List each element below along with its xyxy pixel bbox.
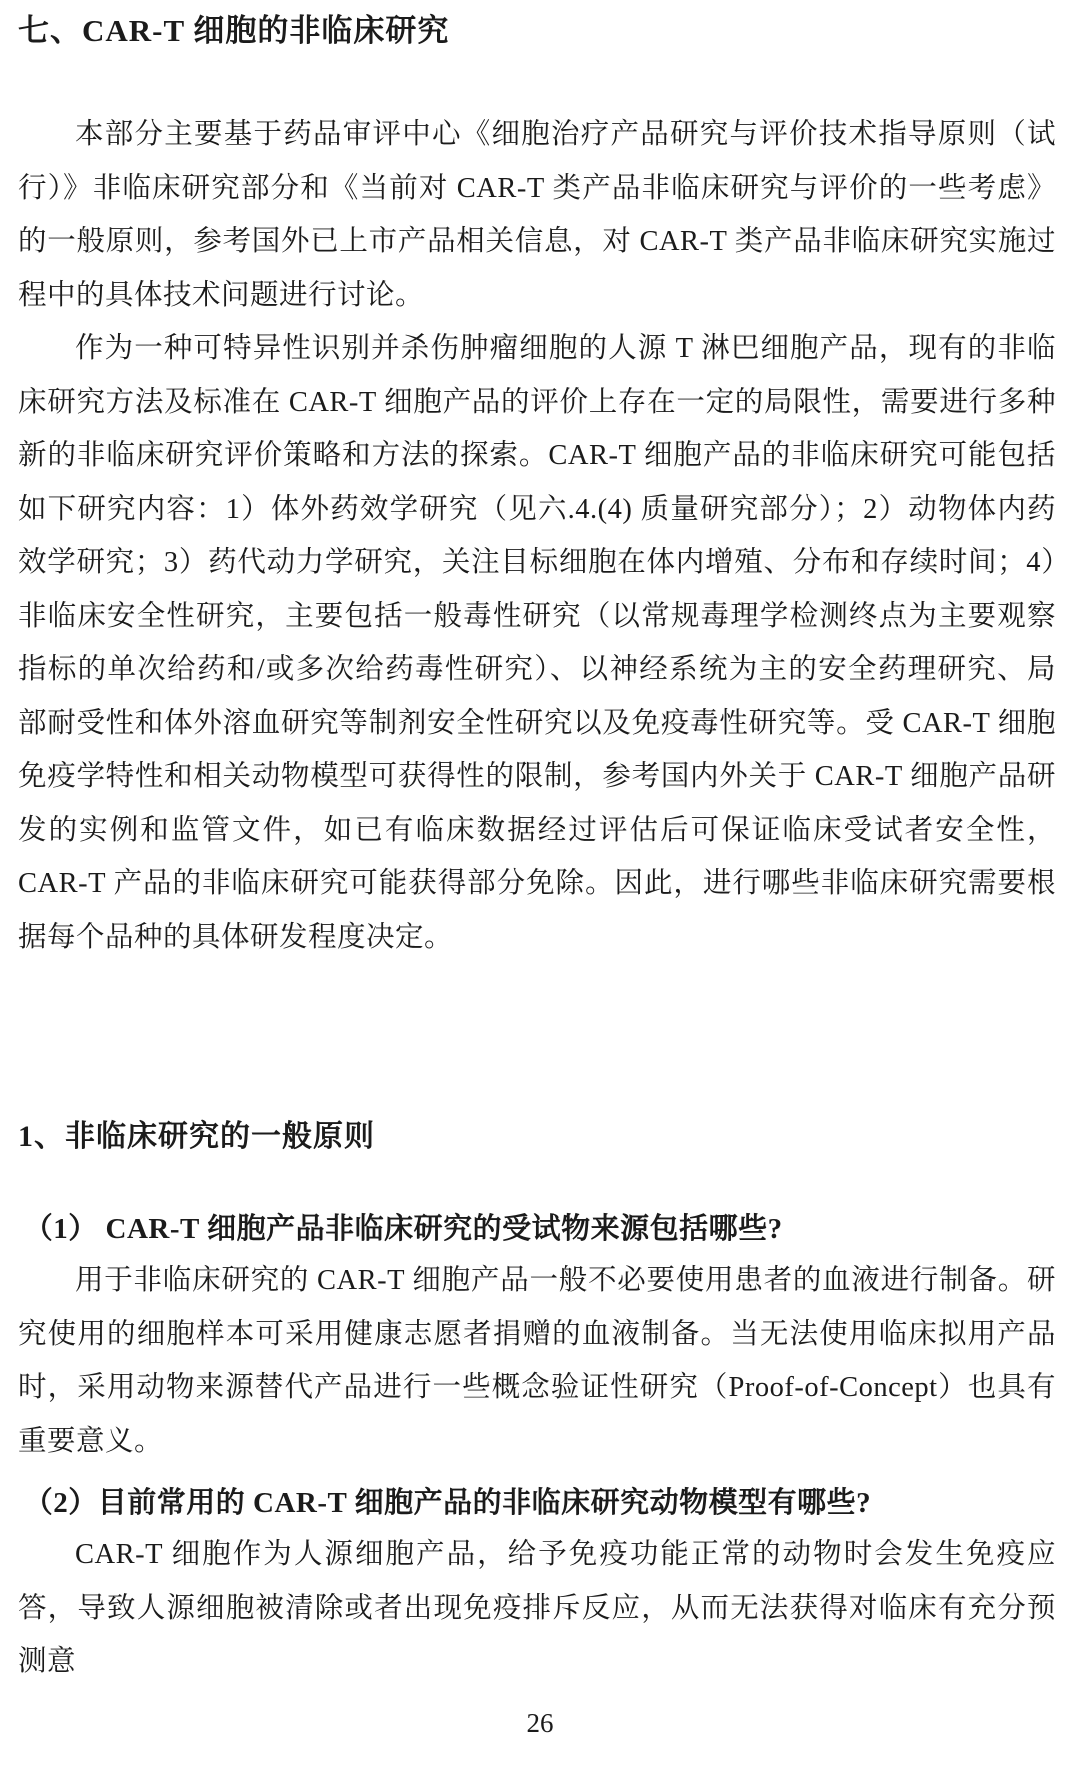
intro-paragraph-2: 作为一种可特异性识别并杀伤肿瘤细胞的人源 T 淋巴细胞产品，现有的非临床研究方法及标准在 CAR-T 细胞产品的评价上存在一定的局限性，需要进行多种新的非临床研究评价策略和方法的探索。CAR-T 细胞产品的非临床研究可能包括如下研究内容：1）体外药效学研究（见六.4.(4) 质量研究部分）；2）动物体内药效学研究；3）药代动力学研究，关注目标细胞在体内增殖、分布和存续时间；4）非临床安全性研究，主要包括一般毒性研究（以常规毒理学检测终点为主要观察指标的单次给药和/或多次给药毒性研究）、以神经系统为主的安全药理研究、局部耐受性和体外溶血研究等制剂安全性研究以及免疫毒性研究等。受 CAR-T 细胞免疫学特性和相关动物模型可获得性的限制，参考国内外关于 CAR-T 细胞产品研发的实例和监管文件，如已有临床数据经过评估后可保证临床受试者安全性，CAR-T 产品的非临床研究可能获得部分免除。因此，进行哪些非临床研究需要根据每个品种的具体研发程度决定。: [18, 333, 1056, 953]
answer-2-paragraph: CAR-T 细胞作为人源细胞产品，给予免疫功能正常的动物时会发生免疫应答，导致人源细胞被清除或者出现免疫排斥反应，从而无法获得对临床有充分预测意: [18, 1539, 1056, 1677]
answer-1-paragraph: 用于非临床研究的 CAR-T 细胞产品一般不必要使用患者的血液进行制备。研究使用的细胞样本可采用健康志愿者捐赠的血液制备。当无法使用临床拟用产品时，采用动物来源替代产品进行一些概念验证性研究（Proof-of-Concept）也具有重要意义。: [18, 1265, 1056, 1457]
document-title: 七、CAR-T 细胞的非临床研究: [18, 13, 450, 48]
page-number: 26: [526, 1708, 554, 1738]
question-2-heading: （2）目前常用的 CAR-T 细胞产品的非临床研究动物模型有哪些?: [23, 1487, 872, 1519]
intro-paragraph-1: 本部分主要基于药品审评中心《细胞治疗产品研究与评价技术指导原则（试行）》非临床研究部分和《当前对 CAR-T 类产品非临床研究与评价的一些考虑》的一般原则，参考国外已上市产品相关信息，对 CAR-T 类产品非临床研究实施过程中的具体技术问题进行讨论。: [18, 119, 1056, 311]
question-1-heading: （1） CAR-T 细胞产品非临床研究的受试物来源包括哪些?: [23, 1213, 783, 1245]
section-1-heading: 1、非临床研究的一般原则: [18, 1120, 375, 1153]
